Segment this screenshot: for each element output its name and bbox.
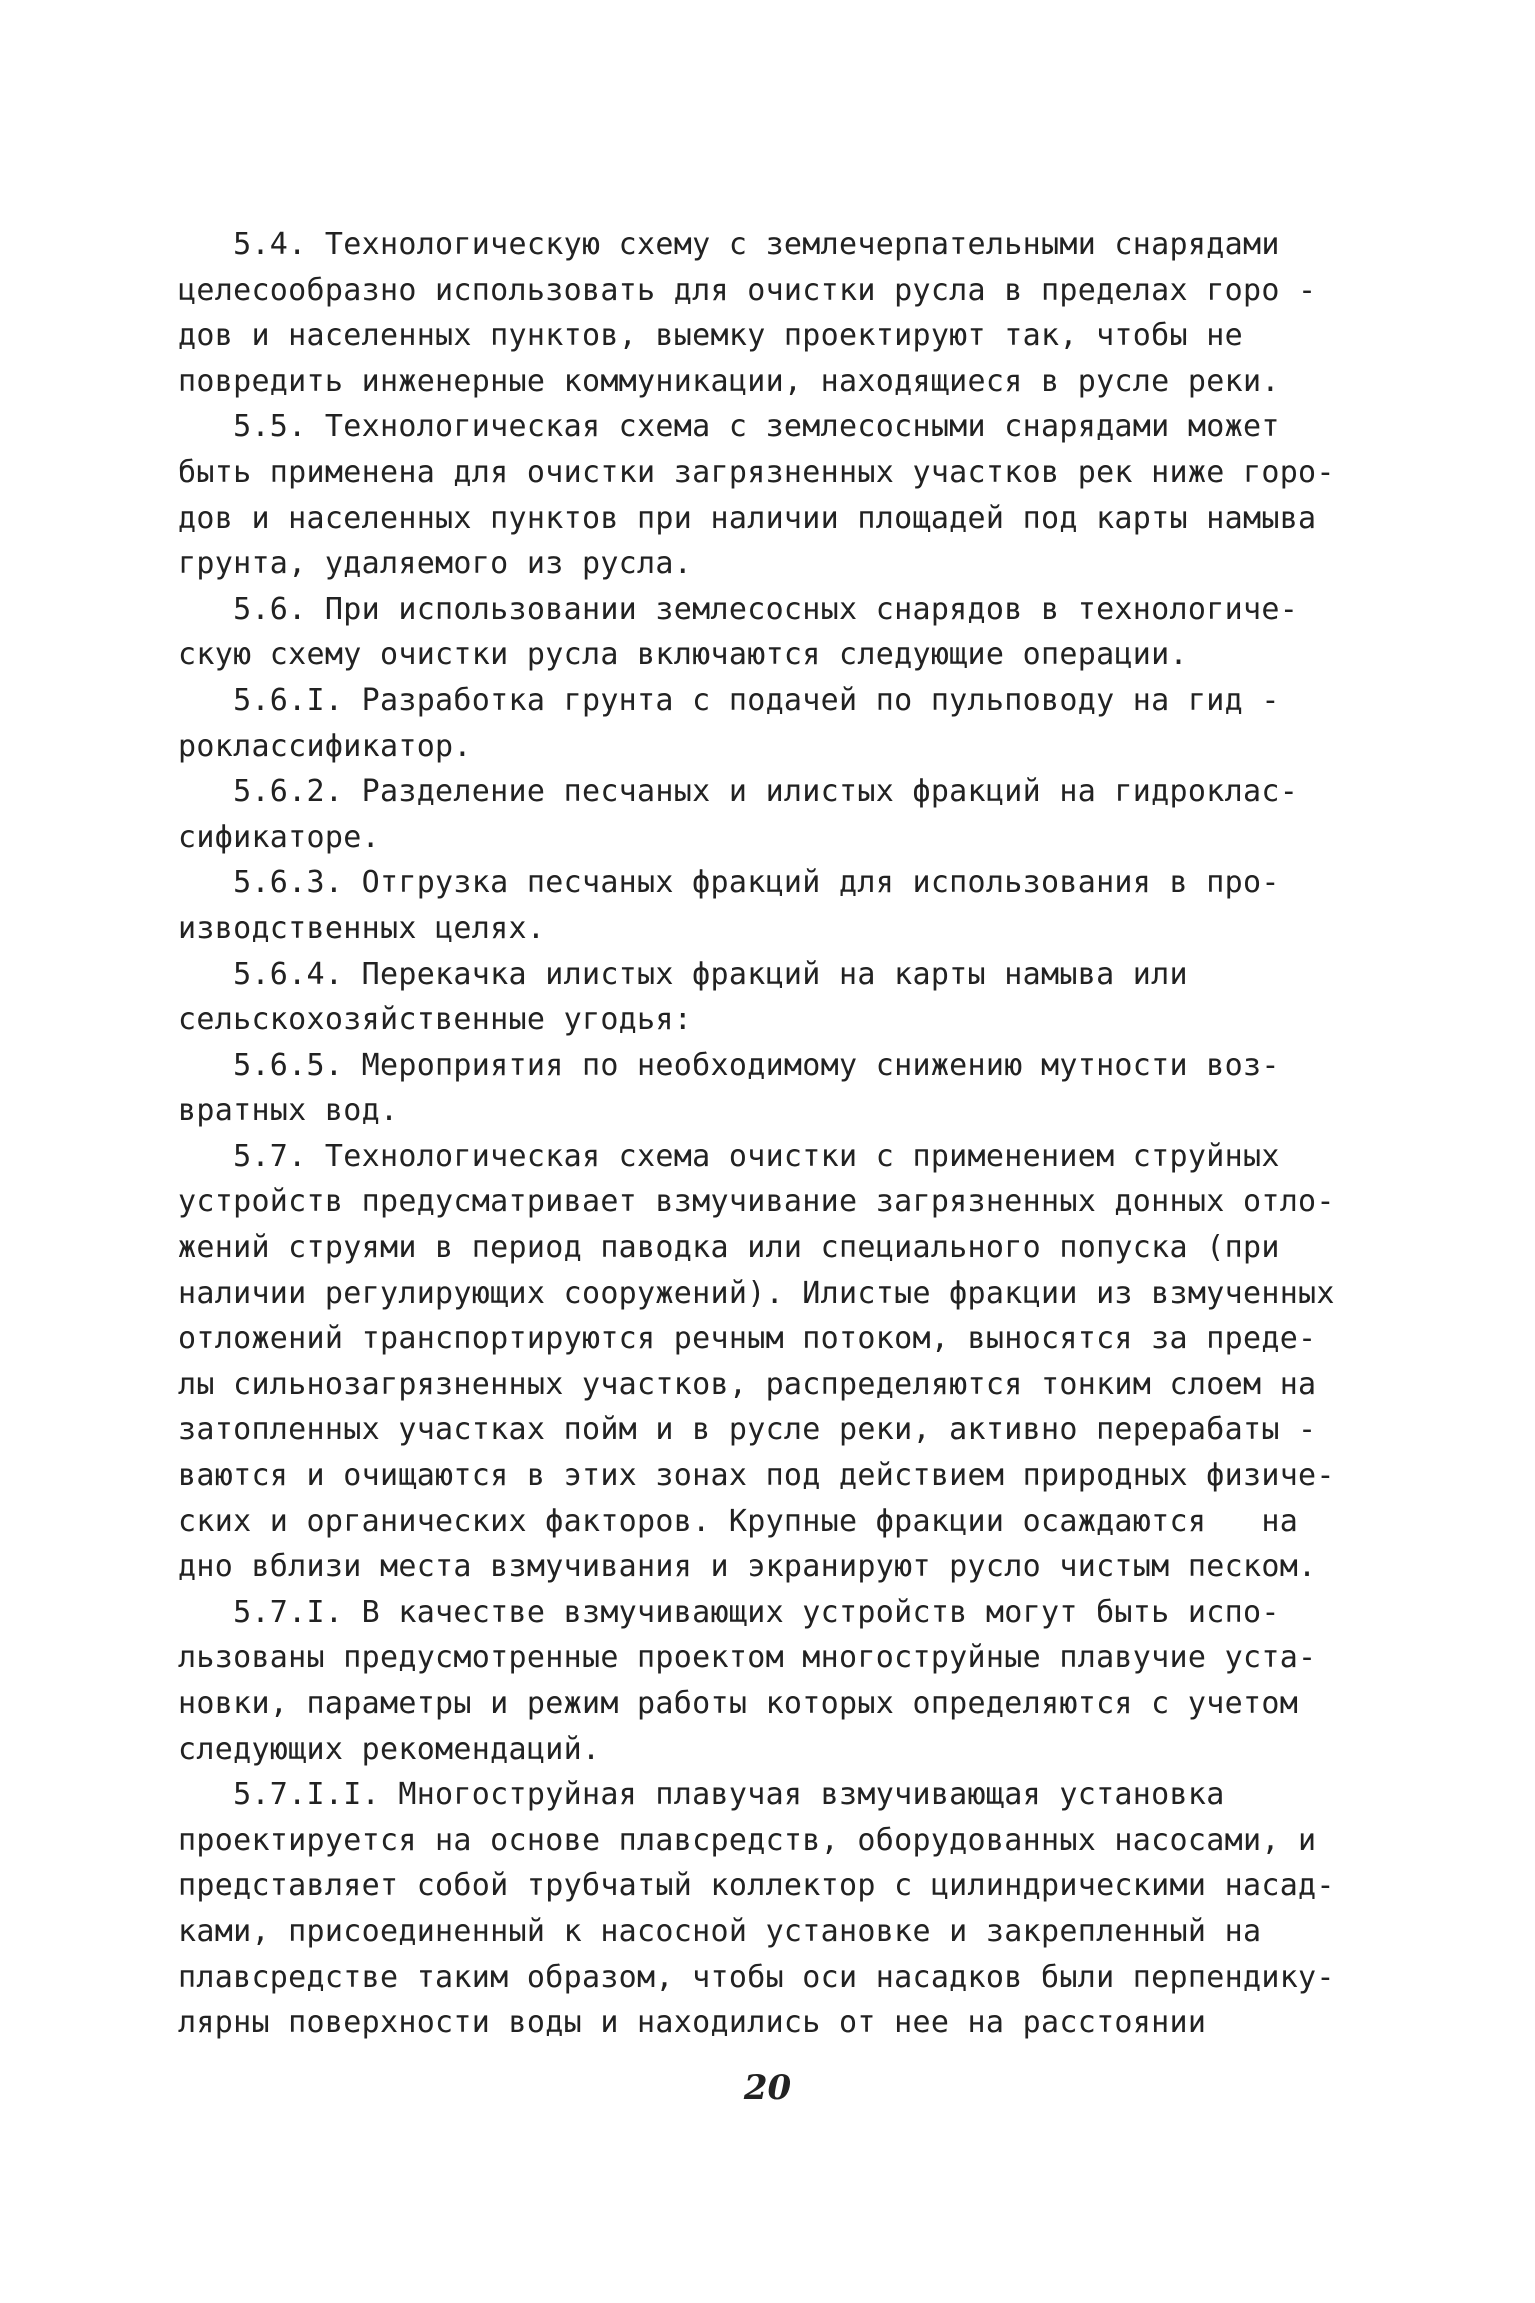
- text-line: 5.7.I.I. Многоструйная плавучая взмучивающая установка: [178, 1777, 1225, 1813]
- text-line: жений струями в период паводка или специального попуска (при: [178, 1230, 1280, 1266]
- page-number: 20: [743, 2068, 792, 2108]
- text-line: ками, присоединенный к насосной установке и закрепленный на: [178, 1913, 1262, 1949]
- text-line: быть применена для очистки загрязненных участков рек ниже горо-: [178, 454, 1335, 490]
- text-line: сификаторе.: [178, 819, 380, 855]
- body-text: [178, 222, 1378, 2046]
- text-line: льзованы предусмотренные проектом многоструйные плавучие уста-: [178, 1640, 1317, 1676]
- text-line: рокласcификатор.: [178, 728, 472, 764]
- text-line: грунта, удаляемого из русла.: [178, 546, 693, 582]
- text-line: следующих рекомендаций.: [178, 1731, 601, 1767]
- text-line: затопленных участках пойм и в русле реки, активно перерабаты -: [178, 1412, 1317, 1448]
- text-line: устройств предусматривает взмучивание загрязненных донных отло-: [178, 1184, 1335, 1220]
- text-line: ских и органических факторов. Крупные фракции осаждаются на: [178, 1503, 1299, 1539]
- text-line: проектируется на основе плавсредств, оборудованных насосами, и: [178, 1822, 1317, 1858]
- text-line: дов и населенных пунктов, выемку проектируют так, чтобы не: [178, 318, 1243, 354]
- text-line: представляет собой трубчатый коллектор с цилиндрическими насад-: [178, 1868, 1335, 1904]
- text-line: дно вблизи места взмучивания и экранируют русло чистым песком.: [178, 1549, 1317, 1585]
- text-line: повредить инженерные коммуникации, находящиеся в русле реки.: [178, 363, 1280, 399]
- text-line: 5.7.I. В качестве взмучивающих устройств могут быть испо-: [178, 1594, 1280, 1630]
- text-line: новки, параметры и режим работы которых определяются с учетом: [178, 1686, 1299, 1721]
- text-line: 5.6.5. Мероприятия по необходимому снижению мутности воз-: [178, 1047, 1280, 1083]
- text-line: 5.6.I. Разработка грунта с подачей по пульповоду на гид -: [178, 682, 1280, 718]
- text-line: отложений транспортируются речным потоком, выносятся за преде-: [178, 1321, 1317, 1357]
- text-line: 5.5. Технологическая схема с землесосными снарядами может: [178, 409, 1280, 445]
- text-line: изводственных целях.: [178, 910, 546, 946]
- text-line: дов и населенных пунктов при наличии площадей под карты намыва: [178, 500, 1317, 536]
- text-line: 5.6. При использовании землесосных снарядов в технологиче-: [178, 591, 1299, 627]
- text-line: 5.4. Технологическую схему с землечерпательными снарядами: [178, 227, 1280, 262]
- text-line: плавсредстве таким образом, чтобы оси насадков были перпендику-: [178, 1959, 1335, 1995]
- text-line: целесообразно использовать для очистки русла в пределах горо -: [178, 272, 1317, 308]
- text-line: 5.6.4. Перекачка илистых фракций на карты намыва или: [178, 956, 1188, 992]
- text-line: скую схему очистки русла включаются следующие операции.: [178, 637, 1188, 673]
- text-line: лярны поверхности воды и находились от нее на расстоянии: [178, 2005, 1207, 2041]
- text-line: 5.6.3. Отгрузка песчаных фракций для использования в про-: [178, 865, 1280, 901]
- text-line: 5.6.2. Разделение песчаных и илистых фракций на гидроклас-: [178, 774, 1299, 810]
- text-line: наличии регулирующих сооружений). Илистые фракции из взмученных: [178, 1275, 1335, 1311]
- text-line: ваются и очищаются в этих зонах под действием природных физиче-: [178, 1458, 1335, 1494]
- text-line: лы сильнозагрязненных участков, распределяются тонким слоем на: [178, 1366, 1317, 1402]
- text-line: вратных вод.: [178, 1093, 399, 1129]
- text-line: 5.7. Технологическая схема очистки с применением струйных: [178, 1138, 1280, 1174]
- text-line: сельскохозяйственные угодья:: [178, 1002, 693, 1038]
